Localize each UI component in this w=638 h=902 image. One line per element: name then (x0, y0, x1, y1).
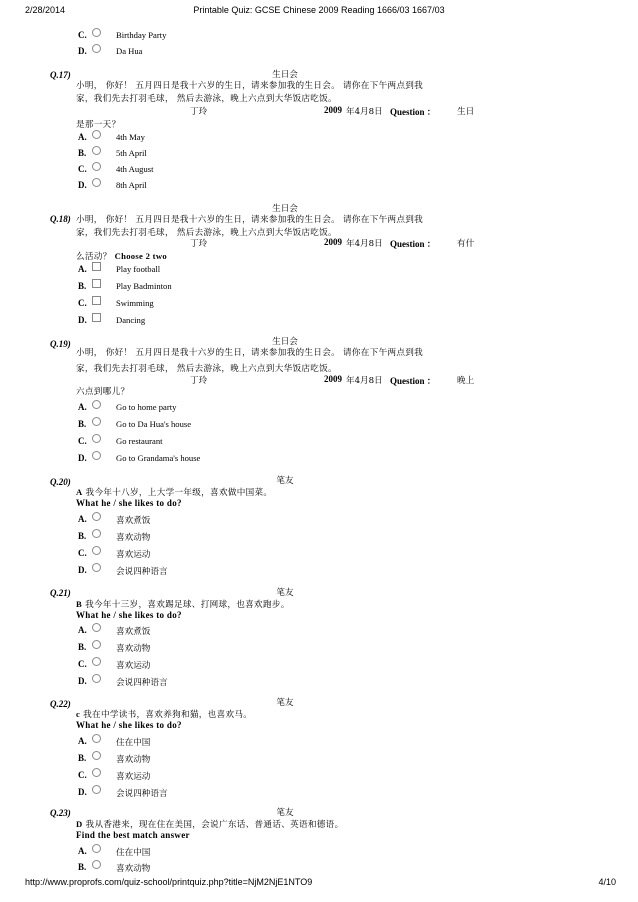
option-text: 喜欢运动 (116, 661, 151, 671)
question-number: Q.19) (50, 339, 71, 349)
option-a[interactable] (78, 512, 278, 526)
question-label: Question ： (390, 107, 436, 117)
question-label: Question ： (390, 239, 436, 249)
question-number: Q.20) (50, 477, 71, 487)
radio-button[interactable] (92, 28, 101, 37)
option-a[interactable] (78, 623, 278, 637)
radio-button[interactable] (92, 417, 101, 426)
option-c[interactable] (78, 546, 278, 560)
question-prompt: What he / she likes to do? (76, 720, 182, 730)
option-text: 会说四种语言 (116, 789, 168, 799)
question-prompt: What he / she likes to do? (76, 610, 182, 620)
option-text: 喜欢煮饭 (116, 627, 151, 637)
question-tail: 有什 (457, 239, 475, 249)
option-text: 会说四种语言 (116, 567, 168, 577)
option-letter: A. (78, 514, 87, 524)
option-letter: C. (78, 770, 87, 780)
question-title: 生日会 (272, 204, 298, 214)
pen-pal-letter: c (76, 709, 81, 719)
option-a[interactable] (78, 262, 278, 276)
option-text: 喜欢煮饭 (116, 516, 151, 526)
radio-button[interactable] (92, 657, 101, 666)
passage-line (76, 598, 486, 610)
radio-button[interactable] (92, 162, 101, 171)
question-instruction: Choose 2 two (114, 251, 167, 261)
pen-pal-letter: B (76, 599, 83, 609)
option-a[interactable] (78, 130, 278, 144)
option-letter: C. (78, 30, 87, 40)
option-text: 喜欢动物 (116, 644, 151, 654)
option-letter: B. (78, 642, 87, 652)
option-text: Go to Da Hua's house (116, 419, 192, 429)
option-letter: D. (78, 315, 87, 325)
option-text: 喜欢运动 (116, 772, 151, 782)
question-prompt: Find the best match answer (76, 830, 190, 840)
question-tail: 生日 (457, 107, 475, 117)
passage-text: 我今年十三岁，喜欢踢足球、打网球，也喜欢跑步。 (82, 600, 290, 610)
radio-button[interactable] (92, 844, 101, 853)
passage-line (76, 708, 486, 720)
radio-button[interactable] (92, 434, 101, 443)
option-text: 喜欢动物 (116, 533, 151, 543)
option-text: Go restaurant (116, 436, 163, 446)
option-c[interactable] (78, 162, 278, 176)
passage-line: 家，我们先去打羽毛球， 然后去游泳，晚上六点到大华饭店吃饭。 (76, 94, 337, 104)
option-b[interactable] (78, 279, 278, 293)
option-letter: C. (78, 298, 87, 308)
radio-button[interactable] (92, 751, 101, 760)
option-text: 4th August (116, 164, 154, 174)
passage-line (76, 486, 486, 498)
option-letter: C. (78, 659, 87, 669)
option-c[interactable] (78, 296, 278, 310)
checkbox[interactable] (92, 262, 101, 271)
option-b[interactable] (78, 751, 278, 765)
option-letter: D. (78, 180, 87, 190)
option-c[interactable] (78, 657, 278, 671)
option-letter: B. (78, 419, 87, 429)
header-date: 2/28/2014 (25, 5, 66, 15)
option-text: 住在中国 (116, 848, 151, 858)
question-number: Q.22) (50, 699, 71, 709)
radio-button[interactable] (92, 623, 101, 632)
checkbox[interactable] (92, 279, 101, 288)
option-c[interactable] (78, 28, 278, 42)
radio-button[interactable] (92, 178, 101, 187)
page-number: 4/10 (598, 877, 616, 887)
option-text: Da Hua (116, 46, 143, 56)
radio-button[interactable] (92, 674, 101, 683)
question-title: 笔友 (276, 476, 294, 486)
option-letter: B. (78, 148, 87, 158)
option-letter: C. (78, 548, 87, 558)
option-letter: B. (78, 862, 87, 872)
passage-text: 我今年十八岁，上大学一年级，喜欢做中国菜。 (82, 488, 273, 498)
option-a[interactable] (78, 844, 278, 858)
radio-button[interactable] (92, 640, 101, 649)
passage-text: 我从香港来，现在住在美国，会说广东话、普通话、英语和德语。 (82, 820, 344, 830)
footer-url: http://www.proprofs.com/quiz-school/printquiz.php?title=NjM2NjE1NTO9 (25, 877, 313, 887)
signer: 丁玲 (190, 107, 208, 117)
option-letter: A. (78, 264, 87, 274)
option-b[interactable] (78, 417, 278, 431)
passage-line: 小明， 你好！ 五月四日是我十六岁的生日，请来参加我的生日会。 请你在下午两点到我 (76, 215, 424, 225)
option-letter: A. (78, 402, 87, 412)
option-d[interactable] (78, 563, 278, 577)
signer: 丁玲 (190, 376, 208, 386)
option-letter: B. (78, 753, 87, 763)
radio-button[interactable] (92, 546, 101, 555)
option-d[interactable] (78, 313, 278, 327)
pen-pal-letter: D (76, 819, 83, 829)
option-d[interactable] (78, 451, 278, 465)
option-text: 住在中国 (116, 738, 151, 748)
passage-line: 小明， 你好！ 五月四日是我十六岁的生日，请来参加我的生日会。 请你在下午两点到我 (76, 348, 424, 358)
option-letter: A. (78, 736, 87, 746)
question-text: 么活动？ (76, 252, 112, 262)
option-letter: C. (78, 164, 87, 174)
radio-button[interactable] (92, 860, 101, 869)
option-letter: C. (78, 436, 87, 446)
letter-date: 年4月8日 (346, 107, 383, 117)
question-prompt: What he / she likes to do? (76, 498, 182, 508)
option-text: Swimming (116, 298, 154, 308)
question-title: 生日会 (272, 70, 298, 80)
passage-line: 家，我们先去打羽毛球， 然后去游泳，晚上六点到大华饭店吃饭。 (76, 364, 337, 374)
letter-date: 年4月8日 (346, 376, 383, 386)
option-letter: D. (78, 453, 87, 463)
question-line: 是那一天？ (76, 120, 121, 130)
question-title: 生日会 (272, 337, 298, 347)
option-letter: A. (78, 132, 87, 142)
option-text: 4th May (116, 132, 145, 142)
question-label: Question ： (390, 376, 436, 386)
radio-button[interactable] (92, 529, 101, 538)
radio-button[interactable] (92, 785, 101, 794)
option-text: 喜欢动物 (116, 864, 151, 874)
option-text: 会说四种语言 (116, 678, 168, 688)
option-d[interactable] (78, 178, 278, 192)
page-footer (0, 876, 638, 890)
radio-button[interactable] (92, 146, 101, 155)
option-text: Play football (116, 264, 161, 274)
passage-line: 家，我们先去打羽毛球， 然后去游泳，晚上六点到大华饭店吃饭。 (76, 228, 337, 238)
option-letter: A. (78, 625, 87, 635)
letter-year: 2009 (324, 105, 342, 115)
question-tail: 晚上 (457, 376, 475, 386)
option-b[interactable] (78, 529, 278, 543)
option-text: Go to home party (116, 402, 177, 412)
option-text: 喜欢动物 (116, 755, 151, 765)
question-title: 笔友 (276, 588, 294, 598)
passage-text: 我在中学读书，喜欢养狗和猫，也喜欢马。 (80, 710, 253, 720)
letter-year: 2009 (324, 374, 342, 384)
checkbox[interactable] (92, 313, 101, 322)
radio-button[interactable] (92, 130, 101, 139)
option-b[interactable] (78, 640, 278, 654)
option-d[interactable] (78, 674, 278, 688)
option-d[interactable] (78, 44, 278, 58)
question-line (76, 250, 486, 262)
option-letter: B. (78, 281, 87, 291)
letter-year: 2009 (324, 237, 342, 247)
option-text: 喜欢运动 (116, 550, 151, 560)
option-letter: D. (78, 787, 87, 797)
question-line: 六点到哪儿？ (76, 387, 130, 397)
question-title: 笔友 (276, 698, 294, 708)
option-text: 8th April (116, 180, 147, 190)
option-text: 5th April (116, 148, 147, 158)
radio-button[interactable] (92, 768, 101, 777)
radio-button[interactable] (92, 512, 101, 521)
question-number: Q.17) (50, 70, 71, 80)
option-a[interactable] (78, 734, 278, 748)
question-number: Q.21) (50, 588, 71, 598)
option-letter: D. (78, 676, 87, 686)
passage-line (76, 818, 486, 830)
pen-pal-letter: A (76, 487, 83, 497)
question-title: 笔友 (276, 808, 294, 818)
option-letter: D. (78, 565, 87, 575)
option-letter: B. (78, 531, 87, 541)
option-letter: A. (78, 846, 87, 856)
header-title: Printable Quiz: GCSE Chinese 2009 Reading 1666/03 1667/03 (193, 5, 445, 15)
passage-line: 小明， 你好！ 五月四日是我十六岁的生日，请来参加我的生日会。 请你在下午两点到我 (76, 81, 424, 91)
radio-button[interactable] (92, 400, 101, 409)
checkbox[interactable] (92, 296, 101, 305)
option-text: Birthday Party (116, 30, 167, 40)
option-b[interactable] (78, 860, 278, 874)
radio-button[interactable] (92, 734, 101, 743)
option-b[interactable] (78, 146, 278, 160)
radio-button[interactable] (92, 563, 101, 572)
question-number: Q.23) (50, 808, 71, 818)
option-c[interactable] (78, 768, 278, 782)
option-text: Play Badminton (116, 281, 172, 291)
question-number: Q.18) (50, 214, 71, 224)
option-d[interactable] (78, 785, 278, 799)
option-c[interactable] (78, 434, 278, 448)
radio-button[interactable] (92, 44, 101, 53)
option-letter: D. (78, 46, 87, 56)
radio-button[interactable] (92, 451, 101, 460)
option-text: Go to Grandama's house (116, 453, 201, 463)
signer: 丁玲 (190, 239, 208, 249)
option-a[interactable] (78, 400, 278, 414)
letter-date: 年4月8日 (346, 239, 383, 249)
option-text: Dancing (116, 315, 146, 325)
